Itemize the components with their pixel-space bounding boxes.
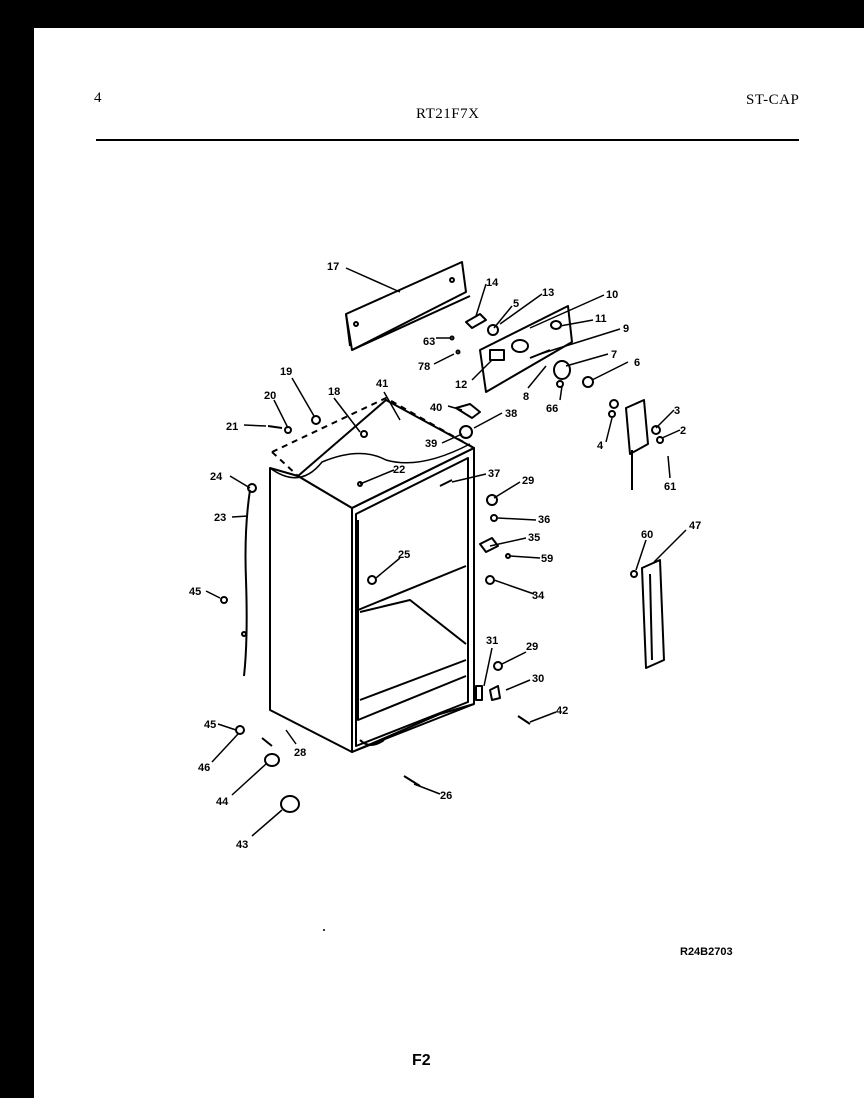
callout-45-bottom: 45 (204, 719, 217, 731)
drain-tube-part (242, 484, 256, 676)
callout-37: 37 (488, 468, 501, 480)
callout-12: 12 (455, 379, 468, 391)
callout-6: 6 (634, 357, 641, 369)
callout-25: 25 (398, 549, 411, 561)
callout-22: 22 (393, 464, 406, 476)
callout-9: 9 (623, 323, 630, 335)
callout-26: 26 (440, 790, 453, 802)
callout-11: 11 (595, 313, 607, 325)
callout-47: 47 (689, 520, 702, 532)
side-bracket-part (642, 560, 664, 668)
callout-21: 21 (226, 421, 239, 433)
callout-36: 36 (538, 514, 551, 526)
callout-30: 30 (532, 673, 545, 685)
drawing-code: R24B2703 (680, 946, 733, 958)
callout-13: 13 (542, 287, 555, 299)
callout-61: 61 (664, 481, 677, 493)
callout-45-left: 45 (189, 586, 202, 598)
callout-23: 23 (214, 512, 227, 524)
callout-18: 18 (328, 386, 341, 398)
callout-17: 17 (327, 261, 340, 273)
callout-19: 19 (280, 366, 293, 378)
callout-46: 46 (198, 762, 211, 774)
callout-2: 2 (680, 425, 687, 437)
callout-44: 44 (216, 796, 229, 808)
scan-speck (323, 929, 325, 931)
callout-59: 59 (541, 553, 554, 565)
callout-34: 34 (532, 590, 545, 602)
callout-7: 7 (611, 349, 618, 361)
callout-38-top: 38 (505, 408, 518, 420)
callout-66: 66 (546, 403, 559, 415)
callout-43: 43 (236, 839, 249, 851)
callout-31: 31 (486, 635, 499, 647)
top-hinge-part (609, 400, 663, 490)
callout-5: 5 (513, 298, 520, 310)
model-number: RT21F7X (416, 106, 480, 122)
callout-10: 10 (606, 289, 619, 301)
callout-24: 24 (210, 471, 223, 483)
callout-60: 60 (641, 529, 654, 541)
page-code: F2 (412, 1052, 431, 1069)
callout-78: 78 (418, 361, 431, 373)
callout-39: 39 (425, 438, 438, 450)
callout-28: 28 (294, 747, 307, 759)
callout-14: 14 (486, 277, 499, 289)
section-code: ST-CAP (746, 92, 800, 108)
callout-3: 3 (674, 405, 681, 417)
page-number: 4 (94, 90, 102, 106)
callout-4: 4 (597, 440, 604, 452)
callout-41: 41 (376, 378, 389, 390)
callout-42: 42 (556, 705, 569, 717)
callout-63: 63 (423, 336, 436, 348)
callout-35: 35 (528, 532, 541, 544)
callout-20: 20 (264, 390, 277, 402)
callout-29-lower: 29 (526, 641, 539, 653)
callout-40: 40 (430, 402, 443, 414)
callout-8: 8 (523, 391, 530, 403)
callout-29-upper: 29 (522, 475, 535, 487)
